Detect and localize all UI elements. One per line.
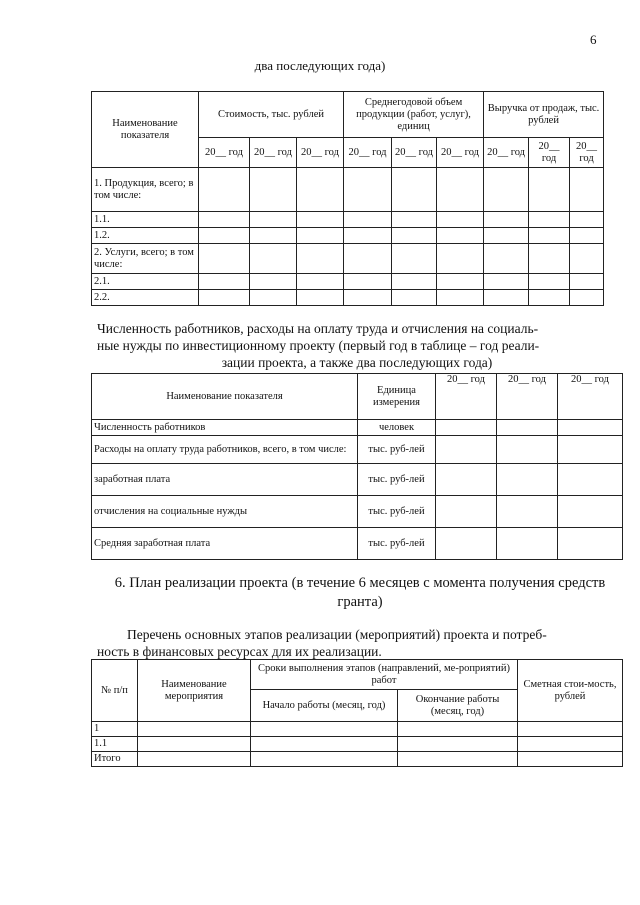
paragraph-line: Численность работников, расходы на оплату труда и отчисления на социаль- [97, 321, 539, 336]
page-number: 6 [590, 32, 597, 47]
row-label: заработная плата [92, 464, 358, 496]
row-unit: тыс. руб-лей [358, 436, 436, 464]
header-event: Наименование мероприятия [138, 660, 251, 722]
header-number: № п/п [92, 660, 138, 722]
row-unit: человек [358, 420, 436, 436]
paragraph-stages [97, 626, 617, 660]
paragraph-line: Перечень основных этапов реализации (мероприятий) проекта и потреб- [127, 627, 547, 642]
year-header: 20__ год [297, 138, 344, 168]
year-header: 20__ год [392, 138, 437, 168]
row-unit: тыс. руб-лей [358, 464, 436, 496]
section-6-title: 6. План реализации проекта (в течение 6 месяцев с момента получения средств гранта) [114, 575, 606, 610]
row-label: 1. Продукция, всего; в том числе: [92, 168, 199, 212]
year-header: 20__ год [529, 138, 570, 168]
row-number: 1 [92, 722, 138, 737]
stages-table [91, 659, 623, 767]
row-label: Средняя заработная плата [92, 528, 358, 560]
header-cost: Сметная стои-мость, рублей [518, 660, 623, 722]
header-terms: Сроки выполнения этапов (направлений, ме-роприятий) работ [251, 660, 518, 690]
year-header: 20__ год [484, 138, 529, 168]
row-label: Численность работников [92, 420, 358, 436]
paragraph-staff [97, 320, 617, 371]
year-header: 20__ год [570, 138, 604, 168]
header-revenue: Выручка от продаж, тыс. рублей [484, 92, 604, 138]
paragraph-line: зации проекта, а также два последующих года) [221, 355, 493, 370]
row-number: Итого [92, 752, 138, 767]
row-label: 1.1. [92, 212, 199, 228]
row-unit: тыс. руб-лей [358, 496, 436, 528]
header-unit: Единица измерения [358, 374, 436, 420]
paragraph-line: ность в финансовых ресурсах для их реализации. [97, 644, 382, 659]
header-end: Окончание работы (месяц, год) [398, 690, 518, 722]
year-header: 20__ год [437, 138, 484, 168]
staff-table [91, 373, 623, 560]
header-start: Начало работы (месяц, год) [251, 690, 398, 722]
header-indicator: Наименование показателя [92, 92, 199, 168]
continuation-heading: два последующих года) [254, 58, 386, 73]
row-number: 1.1 [92, 737, 138, 752]
row-label: 2. Услуги, всего; в том числе: [92, 244, 199, 274]
row-label: Расходы на оплату труда работников, всего, в том числе: [92, 436, 358, 464]
paragraph-line: ные нужды по инвестиционному проекту (первый год в таблице – год реали- [97, 338, 540, 353]
row-label: отчисления на социальные нужды [92, 496, 358, 528]
year-header: 20__ год [497, 374, 558, 420]
row-label: 2.2. [92, 290, 199, 306]
row-label: 1.2. [92, 228, 199, 244]
year-header: 20__ год [344, 138, 392, 168]
header-indicator: Наименование показателя [92, 374, 358, 420]
year-header: 20__ год [436, 374, 497, 420]
products-table [91, 91, 604, 306]
row-label: 2.1. [92, 274, 199, 290]
year-header: 20__ год [558, 374, 623, 420]
row-unit: тыс. руб-лей [358, 528, 436, 560]
year-header: 20__ год [250, 138, 297, 168]
header-cost: Стоимость, тыс. рублей [199, 92, 344, 138]
year-header: 20__ год [199, 138, 250, 168]
header-volume: Среднегодовой объем продукции (работ, услуг), единиц [344, 92, 484, 138]
